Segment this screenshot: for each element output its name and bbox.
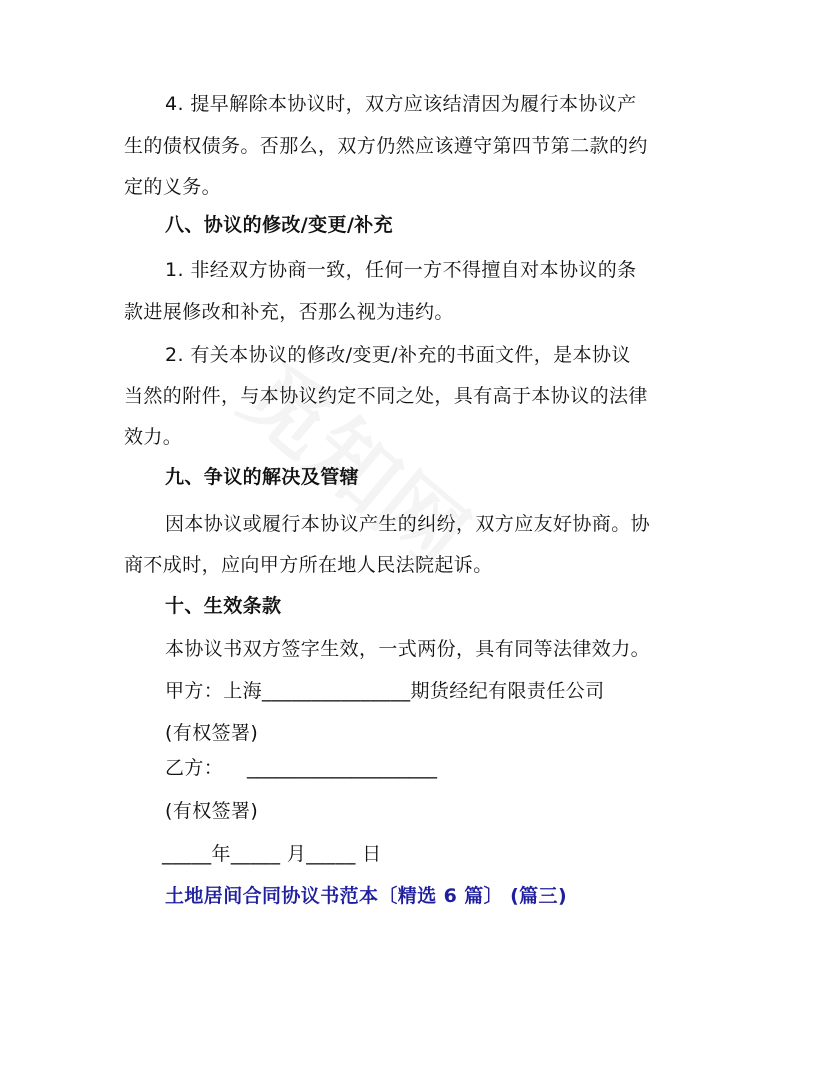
clause-7-4-line-2: 生的债权债务。否那么，双方仍然应该遵守第四节第二款的约 <box>124 135 648 157</box>
party-b-authorized-signature: (有权签署) <box>165 800 259 822</box>
clause-10-line-1: 本协议书双方签字生效，一式两份，具有同等法律效力。 <box>165 638 651 660</box>
clause-9-line-2: 商不成时，应向甲方所在地人民法院起诉。 <box>124 554 493 576</box>
party-b-blank: ____________________ <box>247 757 437 779</box>
clause-8-2-line-2: 当然的附件，与本协议约定不同之处，具有高于本协议的法律 <box>124 385 648 407</box>
section-8-heading: 八、协议的修改/变更/补充 <box>165 214 394 236</box>
date-line: _____年_____ 月_____ 日 <box>162 843 382 865</box>
clause-8-1-line-1: 1. 非经双方协商一致，任何一方不得擅自对本协议的条 <box>165 259 637 281</box>
clause-7-4-line-3: 定的义务。 <box>124 176 222 198</box>
party-a-line: 甲方：上海_______________期货经纪有限责任公司 <box>165 680 605 702</box>
section-10-heading: 十、生效条款 <box>165 595 282 617</box>
clause-8-2-line-1: 2. 有关本协议的修改/变更/补充的书面文件，是本协议 <box>165 344 631 366</box>
clause-8-2-line-3: 效力。 <box>124 426 183 448</box>
clause-9-line-1: 因本协议或履行本协议产生的纠纷，双方应友好协商。协 <box>165 513 651 535</box>
clause-8-1-line-2: 款进展修改和补充，否那么视为违约。 <box>124 301 454 323</box>
next-section-title: 土地居间合同协议书范本〔精选 6 篇〕 (篇三) <box>165 885 568 907</box>
party-b-label: 乙方： <box>165 757 224 779</box>
watermark <box>220 330 497 591</box>
party-a-authorized-signature: (有权签署) <box>165 722 259 744</box>
section-9-heading: 九、争议的解决及管辖 <box>165 466 360 488</box>
clause-7-4-line-1: 4. 提早解除本协议时，双方应该结清因为履行本协议产 <box>165 93 637 115</box>
